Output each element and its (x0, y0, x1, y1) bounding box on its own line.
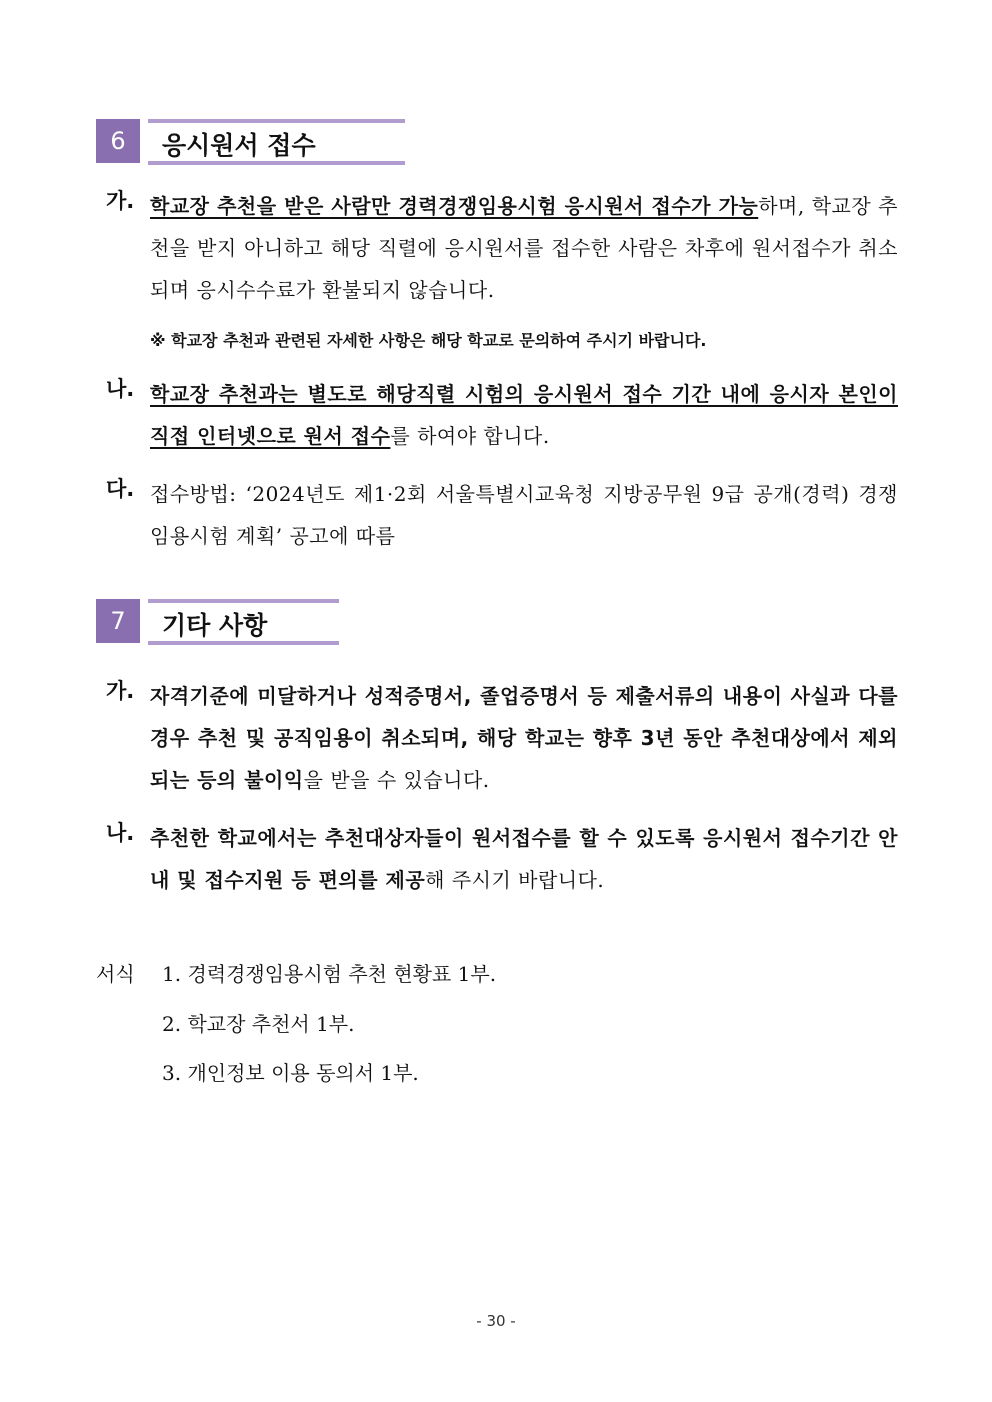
item-text (150, 817, 898, 901)
item-text: 접수방법: ‘2024년도 제1·2회 서울특별시교육청 지방공무원 9급 공개(경력) 경쟁임용시험 계획’ 공고에 따름 (150, 482, 898, 548)
title-bottom-rule (148, 641, 339, 645)
attachment-item: 3. 개인정보 이용 동의서 1부. (162, 1061, 419, 1085)
item-marker: 가. (106, 189, 135, 213)
title-top-rule (148, 119, 405, 123)
page-number: - 30 - (476, 1312, 516, 1330)
plain-text: 하며, 학교장 추천을 받지 아니하고 해당 직렬에 응시원서를 접수한 사람은 차후에 원서접수가 취소되며 응시수수료가 환불되지 않습니다. (150, 194, 898, 302)
attachments-label: 서식 (96, 962, 135, 986)
emphasis-text: 학교장 추천과는 별도로 해당직렬 시험의 응시원서 접수 기간 내에 응시자 본인이 직접 인터넷으로 원서 접수 (150, 382, 898, 448)
emphasis-text: 학교장 추천을 받은 사람만 경력경쟁임용시험 응시원서 접수가 가능 (150, 194, 759, 218)
section-number-badge: 6 (96, 119, 140, 163)
title-bottom-rule (148, 161, 405, 165)
emphasis-text: 자격기준에 미달하거나 성적증명서, 졸업증명서 등 제출서류의 내용이 사실과 다를 경우 추천 및 공직임용이 취소되며, 해당 학교는 향후 3년 동안 추천대상에서 제외되는 등의 불이익 (150, 684, 898, 792)
item-text (150, 185, 898, 311)
section-6-item-ga (106, 185, 898, 311)
item-marker: 나. (106, 377, 135, 401)
section-number-badge: 7 (96, 599, 140, 643)
item-text (150, 675, 898, 801)
attachment-item: 2. 학교장 추천서 1부. (162, 1012, 355, 1036)
plain-text: 해 주시기 바랍니다. (425, 868, 605, 892)
plain-text: 를 하여야 합니다. (390, 424, 550, 448)
item-marker: 가. (106, 679, 135, 703)
section-title-box (148, 599, 339, 643)
section-6-item-da (106, 473, 898, 557)
section-7-item-na (106, 817, 898, 901)
section-title: 기타 사항 (162, 611, 268, 640)
item-marker: 나. (106, 821, 135, 845)
section-title: 응시원서 접수 (162, 131, 316, 160)
section-title-box (148, 119, 405, 163)
note-text: ※ 학교장 추천과 관련된 자세한 사항은 해당 학교로 문의하여 주시기 바랍니다. (150, 331, 707, 350)
section-7-item-ga (106, 675, 898, 801)
title-top-rule (148, 599, 339, 603)
item-text (150, 373, 898, 457)
section-6-item-na (106, 373, 898, 457)
emphasis-text: 추천한 학교에서는 추천대상자들이 원서접수를 할 수 있도록 응시원서 접수기간 안내 및 접수지원 등 편의를 제공 (150, 826, 898, 892)
item-marker: 다. (106, 477, 135, 501)
plain-text: 을 받을 수 있습니다. (303, 768, 490, 792)
attachment-item: 1. 경력경쟁임용시험 추천 현황표 1부. (162, 962, 497, 986)
